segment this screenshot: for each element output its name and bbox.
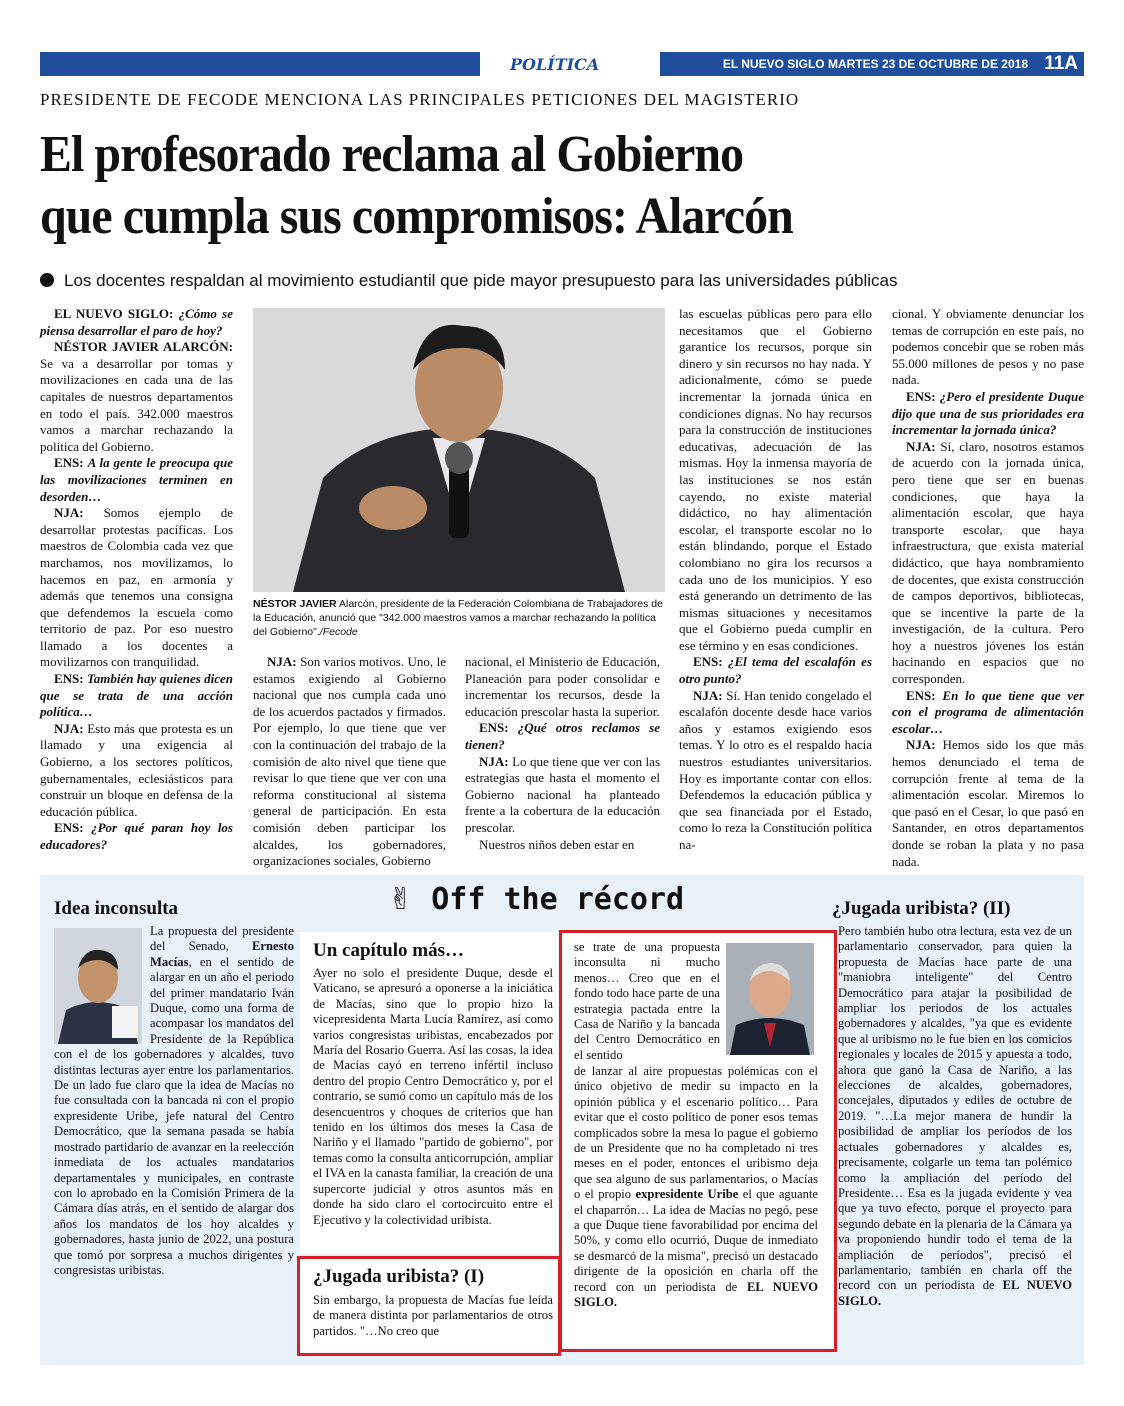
headline-line-2: que cumpla sus compromisos: Alarcón [40,188,793,245]
article-column-2: NJA: Son varios motivos. Uno, le estamos exigiendo al Gobierno nacional que nos cumpla cada uno de los acuerdos pactados y firmados. Por ejemplo, lo que tiene que ver con la continuación del trabajo de la comisión de alto nivel que tiene que revisar lo que tiene que ver con una reforma constitucional al sistema general de participación. En esta comisión deben participar los alcaldes, los gobernadores, organizaciones sociales, Gobierno [253,654,447,869]
article-column-5: cional. Y obviamente denunciar los temas de corrupción en este país, no podemos concebir que se roben más 55.000 millones de pesos y no pase nada. ENS: ¿Pero el presidente Duque dijo que una de sus prioridades era incrementar la jornada única? NJA: Sí, claro, nosotros estamos de acuerdo con la jornada única, pero tiene que ser en buenas condiciones, que haya la alimentación escolar, que haya transporte escolar, que haya infraestructura, que exista material didáctico, que haya nombramiento de docentes, que exista construcción de campos deportivos, bibliotecas, que se incentive la parte de la investigación, de la cultura. Pero hoy a nuestros jóvenes los están hacinando en espacios que no corresponden. ENS: En lo que tiene que ver con el programa de alimentación escolar… NJA: Hemos sido los que más hemos denunciado el tema de corrupción frente al tema de la alimentación escolar. Miremos lo que pasó en el Cesar, lo que pasó en Santander, en otros departamentos donde se roban la plata y no pasa nada. [892,306,1085,869]
article-headline [40,124,793,248]
article-column-1: EL NUEVO SIGLO: ¿Cómo se piensa desarrollar el paro de hoy? NÉSTOR JAVIER ALARCÓN: Se va a desarrollar por tomas y movilizaciones en cada una de las capitales de nuestros departamentos en todo el país. 342.000 maestros vamos a marchar rechazando la política del Gobierno. ENS: A la gente le preocupa que las movilizaciones terminen en desorden… NJA: Somos ejemplo de desarrollar protestas pacíficas. Los maestros de Colombia cada vez que marchamos, nos movilizamos, lo hacemos en paz, en armonía y además que tenemos una consigna que defendemos la escuela como territorio de paz. Por eso nuestro llamado a los docentes a movilizarnos con tranquilidad. ENS: También hay quienes dicen que se trata de una acción política… NJA: Esto más que protesta es un llamado y una exigencia al Gobierno, a los sectores políticos, gubernamentales, eclesiásticos para construir un bloque en defensa de la educación pública. ENS: ¿Por qué paran hoy los educadores? [40,306,234,852]
article-column-3: nacional, el Ministerio de Educación, Planeación para poder consolidar e incrementar los recursos, desde la educación prescolar hasta la superior. ENS: ¿Qué otros reclamos se tienen? NJA: Lo que tiene que ver con las estrategias que hasta el momento el Gobierno nacional ha planteado frente a la cobertura de la educación prescolar. Nuestros niños deben estar en [465,654,661,852]
section-label: POLÍTICA [510,55,600,74]
jugada-2-body: Pero también hubo otra lectura, esta vez de un parlamentario conservador, para quien la propuesta de Macías hace parte de una "maniobra inteligente" del Centro Democrático para atajar la posibilidad de ampliar los periodos de los actuales gobernadores y alcaldes, "ya que es evidente que al uribismo no le fue bien en los comicios regionales y locales de 2015 y apuesta a todo, ahora que ganó la Casa de Nariño, a las elecciones de alcaldes, gobernadores, concejales, diputados y ediles de octubre de 2019. "…La mejor manera de hundir la posibilidad de ampliar los períodos de los actuales gobernadores y alcaldes es, precisamente, colgarle un tema tan polémico como la ampliación del período del Presidente… Esa es la jugada evidente y vea que ya tuvo efecto, porque el proyecto para segundo debate en la plenaria de la Cámara ya va proponiendo hundir todo el tema de la ampliación de períodos", precisó el parlamentario, también en charla off the record con un periodista de EL NUEVO SIGLO. [838,924,1072,1308]
idea-inconsulta-title: Idea inconsulta [54,898,179,919]
uribe-illustration [726,943,814,1055]
bullet-icon [40,273,54,287]
middle-body: de lanzar al aire propuestas polémicas con el único objetivo de medir su impacto en la opinión pública y el escenario político… Para evitar que el costo político de poner esos temas complicados sobre la mesa lo pague el gobierno de un Presidente que no ha completado ni tres meses en el poder, entonces el uribismo deja que sea alguno de sus parlamentarios, o Macías o el propio expresidente Uribe el que aguante el chaparrón… La idea de Macías no pegó, pese a que Duque tiene favorabilidad por encima del 50%, y como ello ocurrió, Duque de inmediato se desmarcó de la misma", precisó un destacado dirigente de la oposición en charla off the record con un periodista de EL NUEVO SIGLO. [574,1064,818,1310]
article-kicker: PRESIDENTE DE FECODE MENCIONA LAS PRINCIPALES PETICIONES DEL MAGISTERIO [40,90,800,109]
uribe-portrait [726,943,814,1055]
jugada-1-title: ¿Jugada uribista? (I) [313,1266,485,1287]
jugada-1-body: Sin embargo, la propuesta de Macías fue leída de manera distinta por parlamentarios de otros partidos. "…No creo que [313,1293,553,1338]
article-column-4: las escuelas públicas pero para ello necesitamos que el Gobierno garantice los recursos, porque sin dinero y sin recursos no hay nada. Y adicionalmente, cómo se puede incrementar la jornada única en condiciones dignas. No hay recursos para la construcción de instituciones educativas, adecuación de las mismas. Hoy la inmensa mayoría de las instituciones se nos están cayendo, no existe material didáctico, no hay alimentación escolar, el transporte escolar no lo están blindando, porque el Estado colombiano no gira los recursos a cada uno de los municipios. Y eso está generando un detrimento de las mismas situaciones y necesitamos que el Gobierno pueda cumplir en ese término y en esas condiciones. ENS: ¿El tema del escalafón es otro punto? NJA: Sí. Han tenido congelado el escalafón docente desde hace varios años y estamos exigiendo esos temas. Y lo otro es el respaldo hacia nuestros estudiantes universitarios. Hoy es importante contar con ellos. Defendemos la educación pública y que sea financiada por el Estado, como lo reza la Constitución política na- [679,306,872,852]
capitulo-body: Ayer no solo el presidente Duque, desde el Vaticano, se apresuró a oponerse a la iniciática de Macías, sino que lo propio hizo la vicepresidenta Marta Lucía Ramírez, así como varios congresistas uribistas, encabezados por María del Rosario Guerra. Así las cosas, la idea de Macías cayó en terreno infértil incluso dentro del propio Centro Democrático y, por el contrario, se sumó como un capítulo más de los desencuentros y choques de criterios que han tenido en los últimos dos meses la Casa de Nariño y el llamado "partido de gobierno", por temas como la consulta anticorrupción, ampliar el IVA en la canasta familiar, la creación de una supercorte judicial y otros asuntos más en donde ha sido claro el cortocircuito entre el Ejecutivo y la colectividad uribista. [313,966,553,1227]
headline-line-1: El profesorado reclama al Gobierno [40,126,744,183]
off-the-record-title: ✌ Off the récord [388,882,685,917]
article-subhead [40,271,898,291]
capitulo-title: Un capítulo más… [313,940,464,961]
photo-caption: NÉSTOR JAVIER Alarcón, presidente de la Federación Colombiana de Trabajadores de la Educación, anunció que "342.000 maestros vamos a marchar rechazando la política del Gobierno"./Fecode [253,598,663,638]
idea-inconsulta-body: La propuesta del presidente del Senado, Ernesto Macías, en el sentido de alargar en un año el periodo del primer mandatario Iván Duque, como una forma de acompasar los mandatos del Presidente de la República con el de los gobernadores y alcaldes, tuvo distintas lecturas ayer entre los parlamentarios. De un lado fue claro que la idea de Macías no fue consultada con la bancada ni con el propio expresidente Uribe, jefe natural del Centro Democrático, que la semana pasada se había mostrado partidario de avanzar en la reelección inmediata de los actuales mandatarios departamentales y municipales, en contraste con lo aprobado en la Comisión Primera de la Cámara días atrás, en el sentido de alargar dos años los mandatos de los hoy alcaldes y gobernadores, hasta junio de 2022, una postura que tomó por sorpresa a muchos dirigentes y congresistas uribistas. [54,924,294,1277]
page-number: 11A [1044,53,1078,74]
speaker-photo [253,308,665,592]
jugada-2-title: ¿Jugada uribista? (II) [832,898,1011,919]
section-header-bar [40,52,1084,76]
publication-date: EL NUEVO SIGLO MARTES 23 DE OCTUBRE DE 2018 [722,57,1028,71]
subhead-text: Los docentes respaldan al movimiento estudiantil que pide mayor presupuesto para las universidades públicas [64,271,898,290]
middle-body-top: se trate de una propuesta inconsulta ni mucho menos… Creo que en el fondo todo hace parte de una estrategia pactada entre la Casa de Nariño y la bancada del Centro Democrático en el sentido [574,940,720,1062]
section-label-box [480,52,660,76]
speaker-illustration [253,308,665,592]
victory-hand-icon: ✌ [388,882,414,917]
